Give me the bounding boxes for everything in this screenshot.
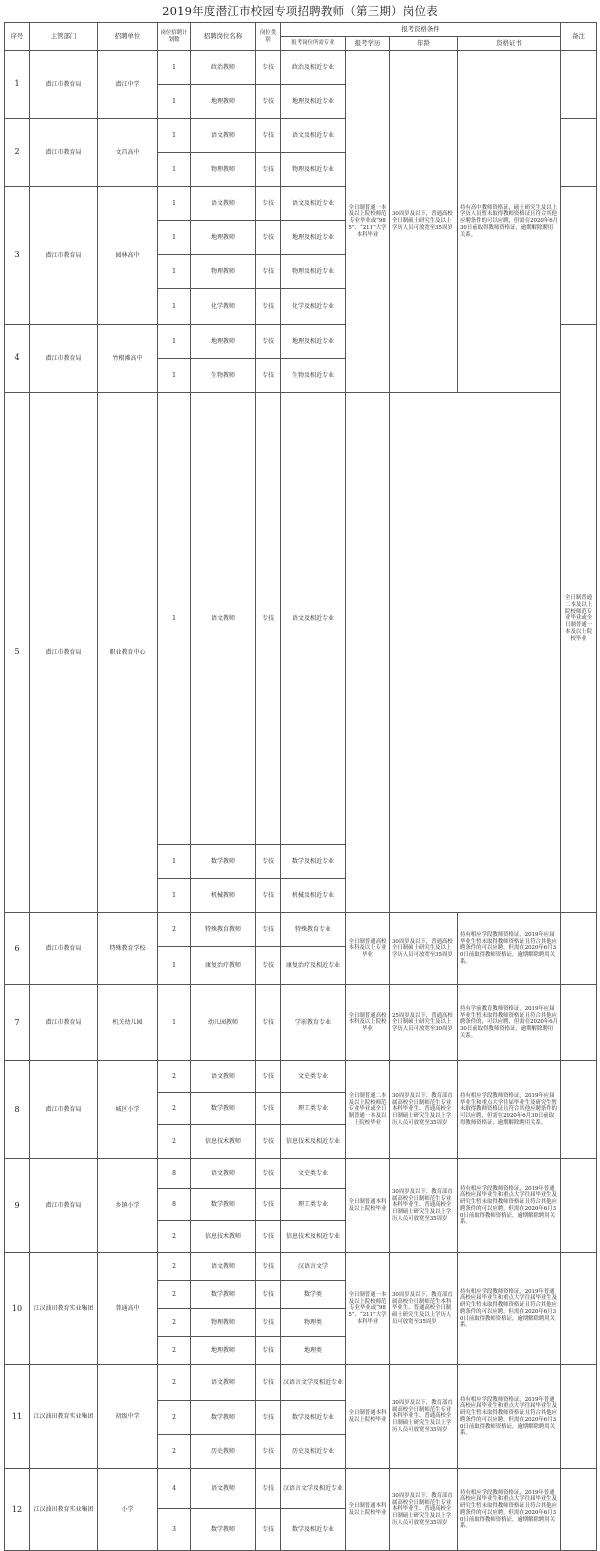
cell-post: 语文教师 [191, 119, 256, 153]
cell-plan: 1 [158, 879, 191, 913]
cell-major: 文史类专业 [281, 1159, 346, 1189]
cell-seq: 9 [5, 1159, 30, 1253]
cell-plan: 2 [158, 1337, 191, 1365]
cell-remark [561, 1159, 597, 1253]
cell-post: 地理教师 [191, 85, 256, 119]
cell-dept: 潜江市教育局 [30, 325, 98, 393]
cell-unit: 小学 [98, 1469, 158, 1551]
cell-type: 专技 [256, 289, 281, 325]
cell-unit: 潜江中学 [98, 51, 158, 119]
cell-unit: 职业教育中心 [98, 393, 158, 913]
cell-plan: 1 [158, 325, 191, 359]
cell-post: 幼儿园教师 [191, 985, 256, 1061]
cell-type: 专技 [256, 879, 281, 913]
cell-dept: 潜江市教育局 [30, 119, 98, 187]
cell-remark [561, 187, 597, 325]
table-row [5, 51, 597, 85]
cell-seq: 11 [5, 1365, 30, 1469]
cell-type: 专技 [256, 51, 281, 85]
cell-edu: 全日制普通高校本科及以上专业毕业 [346, 913, 390, 985]
cell-age: 30周岁及以下，教育部直属高校全日制师范生专业本科毕业生、普通高校全日制硕士研究生及以上学历人员可放宽至35周岁 [390, 1061, 458, 1159]
header-cert: 资格证书 [458, 37, 561, 51]
cell-major: 信息技术及相近专业 [281, 1221, 346, 1253]
cell-major: 特殊教育专业 [281, 913, 346, 947]
cell-type: 专技 [256, 985, 281, 1061]
cell-type: 专技 [256, 1253, 281, 1281]
cell-type: 专技 [256, 845, 281, 879]
cell-seq: 6 [5, 913, 30, 985]
cell-age: 30周岁及以下，教育部直属高校全日制师范生专业本科毕业生、普通高校全日制硕士研究生及以上学历人员可放宽至35周岁 [390, 1469, 458, 1551]
table-header [5, 23, 597, 51]
cell-post: 信息技术教师 [191, 1125, 256, 1159]
cell-post: 数学教师 [191, 845, 256, 879]
cell-major: 物理及相近专业 [281, 153, 346, 187]
cell-post: 语文教师 [191, 393, 256, 845]
cell-plan: 2 [158, 1221, 191, 1253]
cell-remark [561, 1365, 597, 1469]
cell-edu: 全日制普通一本及以上院校师范专业毕业或“985”、“211”大学本科毕业 [346, 1253, 390, 1365]
cell-major: 语文及相近专业 [281, 119, 346, 153]
cell-unit: 城区小学 [98, 1061, 158, 1159]
table-row [5, 985, 597, 1061]
cell-major: 数学及相近专业 [281, 1509, 346, 1551]
cell-post: 物理教师 [191, 255, 256, 289]
cell-plan: 2 [158, 1093, 191, 1125]
cell-edu: 全日制普通本科及以上院校毕业 [346, 1159, 390, 1253]
cell-major: 物理及相近专业 [281, 255, 346, 289]
cell-edu: 全日制普通一本及以上院校师范专业毕业或“985”、“211”大学本科毕业 [346, 51, 390, 393]
header-dept: 主管部门 [30, 23, 98, 51]
cell-cert: 持有相应学段教师资格证，2019年应届毕业生暂未取得教师资格证且符合其他应聘条件的可以应聘，但需在2020年6月30日前取得教师资格证，逾期解除聘用关系。 [458, 913, 561, 985]
table-row [5, 1469, 597, 1509]
cell-type: 专技 [256, 325, 281, 359]
cell-plan: 2 [158, 1125, 191, 1159]
cell-major: 文史类专业 [281, 1061, 346, 1093]
cell-major: 语文及相近专业 [281, 393, 346, 845]
header-plan: 岗位招聘计划数 [158, 23, 191, 51]
cell-post: 数学教师 [191, 1281, 256, 1309]
cell-major: 数学及相近专业 [281, 845, 346, 879]
cell-plan: 2 [158, 1281, 191, 1309]
cell-post: 政治教师 [191, 51, 256, 85]
cell-type: 专技 [256, 1435, 281, 1469]
cell-plan: 1 [158, 985, 191, 1061]
cell-remark [346, 393, 390, 913]
table-row [5, 913, 597, 947]
cell-major: 历史及相近专业 [281, 1435, 346, 1469]
cell-plan: 1 [158, 359, 191, 393]
cell-edu: 全日制普通本科及以上院校毕业 [346, 1365, 390, 1469]
cell-seq: 5 [5, 393, 30, 913]
cell-type: 专技 [256, 1159, 281, 1189]
cell-post: 地理教师 [191, 221, 256, 255]
cell-plan: 1 [158, 947, 191, 985]
cell-unit: 竹根滩高中 [98, 325, 158, 393]
cell-plan: 1 [158, 289, 191, 325]
header-post: 招聘岗位名称 [191, 23, 256, 51]
cell-seq: 8 [5, 1061, 30, 1159]
cell-major: 物理类 [281, 1309, 346, 1337]
cell-post: 信息技术教师 [191, 1221, 256, 1253]
cell-plan: 2 [158, 913, 191, 947]
cell-seq: 4 [5, 325, 30, 393]
cell-post: 数学教师 [191, 1509, 256, 1551]
cell-dept: 潜江市教育局 [30, 187, 98, 325]
table-row [5, 1253, 597, 1281]
cell-major: 政治及相近专业 [281, 51, 346, 85]
cell-type: 专技 [256, 1401, 281, 1435]
cell-plan: 1 [158, 51, 191, 85]
cell-major: 数学及相近专业 [281, 1401, 346, 1435]
cell-plan: 8 [158, 1189, 191, 1221]
cell-unit: 乡镇小学 [98, 1159, 158, 1253]
cell-plan: 2 [158, 1365, 191, 1401]
header-remark: 备注 [561, 23, 597, 51]
cell-type: 专技 [256, 393, 281, 845]
cell-post: 语文教师 [191, 1159, 256, 1189]
cell-post: 机械教师 [191, 879, 256, 913]
cell-post: 数学教师 [191, 1093, 256, 1125]
cell-edu: 全日制普通本科及以上院校毕业 [346, 1469, 390, 1551]
cell-major: 康复治疗及相近专业 [281, 947, 346, 985]
cell-dept: 潜江市教育局 [30, 51, 98, 119]
table-row [5, 1061, 597, 1093]
cell-unit: 普通高中 [98, 1253, 158, 1365]
cell-major: 汉语言文学及相近专业 [281, 1365, 346, 1401]
cell-plan: 1 [158, 119, 191, 153]
cell-type: 专技 [256, 85, 281, 119]
cell-type: 专技 [256, 1281, 281, 1309]
cell-seq: 3 [5, 187, 30, 325]
cell-type: 专技 [256, 947, 281, 985]
cell-post: 语文教师 [191, 1469, 256, 1509]
cell-remark [561, 985, 597, 1061]
cell-plan: 1 [158, 85, 191, 119]
cell-remark [561, 1469, 597, 1551]
cell-plan: 1 [158, 393, 191, 845]
cell-cert: 持有相应学段教师资格证，2019年普通高校应届毕业生和重点大学往届毕业生及研究生暂未取得教师资格证且符合其他应聘条件的可以应聘，但需在2020年6月30日前取得教师资格证，逾期解除聘用关系。 [458, 1253, 561, 1365]
cell-major: 学前教育专业 [281, 985, 346, 1061]
cell-unit: 初级中学 [98, 1365, 158, 1469]
cell-edu: 全日制普通二本及以上院校师范专业毕业或全日制普通一本及以上院校毕业 [561, 325, 597, 913]
cell-remark [561, 1061, 597, 1159]
cell-cert: 持有相应学段教师资格证，2019年普通高校应届毕业生和重点大学往届毕业生及研究生暂未取得教师资格证且符合其他应聘条件的可以应聘，但需在2020年6月30日前取得教师资格证，逾期解除聘用关系。 [458, 1159, 561, 1253]
cell-type: 专技 [256, 1125, 281, 1159]
cell-major: 信息技术及相近专业 [281, 1125, 346, 1159]
cell-major: 汉语言文学及相近专业 [281, 1469, 346, 1509]
cell-plan: 8 [158, 1159, 191, 1189]
header-age: 年龄 [390, 37, 458, 51]
cell-age: 25周岁及以下，普通高校全日制硕士研究生及以上学历人员可放宽至30周岁 [390, 985, 458, 1061]
cell-cert: 持有相应学段教师资格证，2019年应届毕业生和重点大学往届毕业生及研究生暂未取得教师资格证且符合其他应聘条件的可以应聘，但需在2020年6月30日前取得教师资格证，逾期解除聘用关系。 [458, 1061, 561, 1159]
cell-edu: 全日制普通二本及以上院校师范专业毕业或全日制普通一本及以上院校毕业 [346, 1061, 390, 1159]
cell-plan: 1 [158, 187, 191, 221]
cell-plan: 2 [158, 1061, 191, 1093]
cell-remark [561, 51, 597, 119]
cell-plan: 2 [158, 1309, 191, 1337]
cell-dept: 潜江市教育局 [30, 1159, 98, 1253]
cell-major: 生物及相近专业 [281, 359, 346, 393]
cell-seq: 7 [5, 985, 30, 1061]
cell-type: 专技 [256, 1337, 281, 1365]
cell-plan: 1 [158, 255, 191, 289]
cell-post: 语文教师 [191, 1061, 256, 1093]
cell-unit: 机关幼儿园 [98, 985, 158, 1061]
cell-dept: 潜江市教育局 [30, 985, 98, 1061]
table-body [5, 51, 597, 1551]
cell-dept: 江汉油田教育实业集团 [30, 1469, 98, 1551]
cell-type: 专技 [256, 1061, 281, 1093]
cell-major: 汉语言文学 [281, 1253, 346, 1281]
cell-unit: 特殊教育学校 [98, 913, 158, 985]
cell-major: 地理及相近专业 [281, 221, 346, 255]
cell-major: 地理类 [281, 1337, 346, 1365]
cell-dept: 江汉油田教育实业集团 [30, 1253, 98, 1365]
cell-dept: 潜江市教育局 [30, 393, 98, 913]
cell-type: 专技 [256, 359, 281, 393]
cell-major: 化学及相近专业 [281, 289, 346, 325]
cell-type: 专技 [256, 187, 281, 221]
header-conditions: 报考资格条件 [281, 23, 561, 37]
cell-cert: 持有相应学段教师资格证，2019年普通高校应届毕业生和重点大学往届毕业生及研究生暂未取得教师资格证且符合其他应聘条件的可以应聘，但需在2020年6月30日前取得教师资格证，逾期解除聘用关系。 [458, 1469, 561, 1551]
cell-plan: 2 [158, 1401, 191, 1435]
cell-cert: 持有高中教师资格证，硕士研究生及以上学历人员暂未取得教师资格证且符合其他应聘条件的可以应聘，但需在2020年6月30日前取得教师资格证，逾期解除聘用关系。 [458, 51, 561, 393]
cell-type: 专技 [256, 1469, 281, 1509]
cell-cert: 持有相应学段教师资格证，2019年普通高校应届毕业生和重点大学往届毕业生及研究生暂未取得教师资格证且符合其他应聘条件的可以应聘，但需在2020年6月30日前取得教师资格证，逾期解除聘用关系。 [458, 1365, 561, 1469]
cell-plan: 1 [158, 845, 191, 879]
cell-type: 专技 [256, 913, 281, 947]
cell-type: 专技 [256, 1509, 281, 1551]
cell-plan: 2 [158, 1253, 191, 1281]
cell-post: 物理教师 [191, 153, 256, 187]
cell-age: 30周岁及以下，教育部直属高校全日制师范生专业本科毕业生、普通高校全日制硕士研究生及以上学历人员可放宽至35周岁 [390, 1159, 458, 1253]
cell-post: 数学教师 [191, 1401, 256, 1435]
cell-unit: 文昌高中 [98, 119, 158, 187]
cell-post: 数学教师 [191, 1189, 256, 1221]
cell-major: 机械及相近专业 [281, 879, 346, 913]
table-row [5, 1365, 597, 1401]
cell-dept: 潜江市教育局 [30, 1061, 98, 1159]
header-major: 报考岗位所需专业 [281, 37, 346, 51]
table-row [5, 393, 597, 845]
cell-type: 专技 [256, 1093, 281, 1125]
cell-type: 专技 [256, 119, 281, 153]
cell-plan: 3 [158, 1509, 191, 1551]
cell-age: 30周岁及以下，教育部直属高校全日制师范生本科毕业生、普通高校全日制硕士研究生及以上学历人员可放宽至35周岁 [390, 1253, 458, 1365]
cell-post: 康复治疗教师 [191, 947, 256, 985]
cell-type: 专技 [256, 1309, 281, 1337]
header-seq: 序号 [5, 23, 30, 51]
cell-major: 地理及相近专业 [281, 325, 346, 359]
cell-type: 专技 [256, 1221, 281, 1253]
cell-seq: 1 [5, 51, 30, 119]
cell-type: 专技 [256, 255, 281, 289]
header-type: 岗位类别 [256, 23, 281, 51]
cell-post: 历史教师 [191, 1435, 256, 1469]
cell-seq: 2 [5, 119, 30, 187]
cell-post: 地理教师 [191, 1337, 256, 1365]
cell-dept: 江汉油田教育实业集团 [30, 1365, 98, 1469]
cell-major: 数学类 [281, 1281, 346, 1309]
cell-major: 理工类专业 [281, 1189, 346, 1221]
cell-post: 物理教师 [191, 1309, 256, 1337]
page-title: 2019年度潜江市校园专项招聘教师（第三期）岗位表 [162, 4, 438, 18]
cell-remark [561, 1253, 597, 1365]
cell-major: 语文及相近专业 [281, 187, 346, 221]
cell-dept: 潜江市教育局 [30, 913, 98, 985]
cell-edu: 全日制普通高校本科及以上院校毕业 [346, 985, 390, 1061]
cell-remark [561, 913, 597, 985]
header-edu: 报考学历 [346, 37, 390, 51]
cell-unit: 园林高中 [98, 187, 158, 325]
cell-seq: 10 [5, 1253, 30, 1365]
cell-plan: 4 [158, 1469, 191, 1509]
cell-post: 地理教师 [191, 325, 256, 359]
header-unit: 招聘单位 [98, 23, 158, 51]
cell-type: 专技 [256, 221, 281, 255]
cell-major: 理工类专业 [281, 1093, 346, 1125]
cell-post: 生物教师 [191, 359, 256, 393]
cell-post: 化学教师 [191, 289, 256, 325]
cell-remark [561, 119, 597, 187]
cell-age: 30周岁及以下，普通高校全日制硕士研究生及以上学历人员可放宽至35周岁 [390, 913, 458, 985]
cell-plan: 2 [158, 1435, 191, 1469]
cell-post: 语文教师 [191, 1253, 256, 1281]
cell-age: 30周岁及以下，普通高校全日制硕士研究生及以上学历人员可放宽至35周岁 [390, 51, 458, 393]
cell-post: 语文教师 [191, 187, 256, 221]
cell-cert: 持有学前教育教师资格证，2019年应届毕业生暂未取得教师资格证且符合其他应聘条件的，可以应聘，但需在2020年6月30日前取得教师资格证，逾期解除聘用关系。 [458, 985, 561, 1061]
cell-type: 专技 [256, 1365, 281, 1401]
cell-type: 专技 [256, 1189, 281, 1221]
cell-post: 特殊教育教师 [191, 913, 256, 947]
table-row [5, 1159, 597, 1189]
cell-plan: 1 [158, 153, 191, 187]
recruitment-table [4, 22, 597, 1551]
cell-plan: 1 [158, 221, 191, 255]
cell-post: 语文教师 [191, 1365, 256, 1401]
cell-seq: 12 [5, 1469, 30, 1551]
cell-age: 30周岁及以下，教育部直属高校全日制师范生专业本科毕业生、普通高校全日制硕士研究生及以上学历人员可放宽至35周岁 [390, 1365, 458, 1469]
cell-type: 专技 [256, 153, 281, 187]
cell-major: 地理及相近专业 [281, 85, 346, 119]
